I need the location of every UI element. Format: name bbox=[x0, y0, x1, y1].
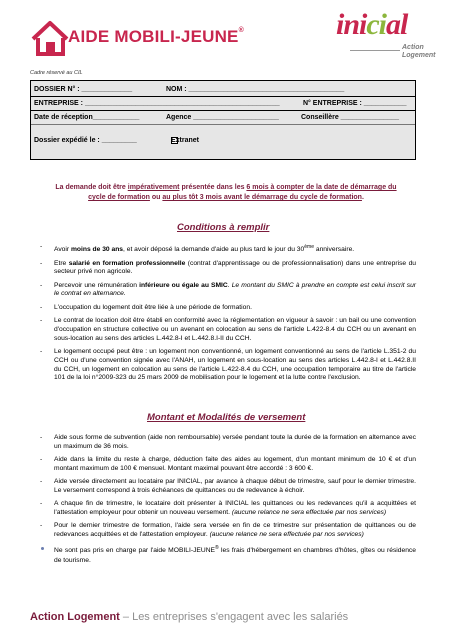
date-reception-field[interactable]: Date de réception____________ bbox=[34, 114, 140, 121]
n-entreprise-field[interactable]: N° ENTREPRISE : ___________ bbox=[303, 100, 407, 107]
footer-tagline: Action Logement – Les entreprises s'engagent avec les salariés bbox=[30, 611, 349, 623]
aide-logo-text: AIDE MOBILI-JEUNE® bbox=[68, 27, 244, 46]
list-item: - Le contrat de location doit être établi en conformité avec la réglementation en vigueur à savoir : un bail ou une convention d'occupation en structure collective ou un avenant en colocation au sens de l'article L.422-8.4 du CCH ou un avenant en sous-location au sens des articles L.442.8-I et L.442.8.I-II du CCH. bbox=[40, 317, 416, 342]
conditions-list bbox=[40, 243, 416, 388]
dossier-expedie-field[interactable]: Dossier expédié le : _________ bbox=[34, 137, 137, 144]
list-item: - Aide versée directement au locataire par INICIAL, par avance à chaque début de trimestre, sauf pour le dernier trimestre. Le versement correspond à trois échéances de quittances ou de redevance à échoir. bbox=[40, 478, 416, 494]
list-item: - L'occupation du logement doit être liée à une période de formation. bbox=[40, 303, 252, 311]
list-item: - Avoir moins de 30 ans, et avoir déposé la demande d'aide au plus tard le jour du 30ème anniversaire. bbox=[40, 243, 355, 254]
house-logo-icon bbox=[30, 19, 70, 57]
list-item: - Aide dans la limite du reste à charge, déduction faite des aides au logement, d'un montant minimum de 10 € et d'un montant maximum de 100 € mensuel. Montant maximal pouvant être accordé : 3 600 €. bbox=[40, 456, 416, 472]
action-logement-mark: Action Logement bbox=[402, 44, 436, 59]
inicial-logo bbox=[336, 8, 446, 68]
list-item: - Etre salarié en formation professionnelle (contrat d'apprentissage ou de professionnalisation) dans une entreprise du secteur privé non agricole. bbox=[40, 259, 417, 276]
conseillere-field[interactable]: Conseillère _______________ bbox=[301, 114, 400, 121]
inicial-wordmark: inicial bbox=[336, 8, 408, 41]
bullet-icon bbox=[41, 547, 44, 550]
list-item: - Percevoir une rémunération inférieure ou égale au SMIC. Le montant du SMIC à prendre en compte est celui inscrit sur le contrat en alternance. bbox=[40, 281, 417, 298]
list-item: - Pour le dernier trimestre de formation, l'aide sera versée en fin de ce trimestre sur présentation de quittances ou de redevances acquittées et de l'attestation employeur. (aucune relance ne sera effectuée par nos services) bbox=[40, 522, 416, 539]
deadline-notice: La demande doit être impérativement présentée dans les 6 mois à compter de la date de démarrage du cycle de formation ou au plus tôt 3 mois avant le démarrage du cycle de formation. bbox=[55, 184, 397, 201]
list-item: - A chaque fin de trimestre, le locataire doit présenter à INICIAL les quittances ou les redevances qu'il a acquittées et l'attestation employeur pour obtenir un nouveau versement. (aucune relance ne sera effectuée par nos services) bbox=[40, 500, 416, 517]
dossier-field[interactable]: DOSSIER N° : _____________ bbox=[34, 86, 133, 93]
cadre-label: Cadre réservé au CIL bbox=[30, 70, 83, 76]
conditions-title: Conditions à remplir bbox=[177, 222, 270, 233]
entreprise-field[interactable]: ENTREPRISE : __________________________________________________ bbox=[34, 100, 280, 107]
aide-mobili-jeune-logo bbox=[30, 15, 245, 65]
reserved-form-box: DOSSIER N° : _____________ NOM : ________________________________________ ENTREPRISE : __________________________________________________ N° ENTREPRISE : ___________ Date de réception____________ Agence ______________________ Conseillère _______________ Dossier expédié le : _________ Extranet bbox=[30, 80, 416, 160]
versement-list bbox=[40, 434, 416, 570]
logo-divider bbox=[350, 50, 400, 51]
versement-title: Montant et Modalités de versement bbox=[147, 412, 306, 423]
nom-field[interactable]: NOM : ________________________________________ bbox=[166, 86, 345, 93]
list-item: - Aide sous forme de subvention (aide non remboursable) versée pendant toute la durée de la formation en alternance avec un maximum de 36 mois. bbox=[40, 434, 416, 450]
list-item: - Le logement occupé peut être : un logement non conventionné, un logement conventionné au sens de l'article L.351-2 du CCH ou d'une convention signée avec l'ANAH, un logement en sous-location au sens des articles L.442.8-I et L.442.8.II du CCH, un logement en colocation au sens de l'article L.422-8.4 du CCH, une occupation temporaire au titre de l'article 101 de la loi n°2009-323 du 25 mars 2009 de mobilisation pour le logement et la lutte contre l'exclusion. bbox=[40, 347, 416, 382]
agence-field[interactable]: Agence ______________________ bbox=[166, 114, 279, 121]
list-item: Ne sont pas pris en charge par l'aide MOBILI-JEUNE® les frais d'hébergement en chambres d'hôtes, gîtes ou résidence de tourisme. bbox=[40, 544, 416, 565]
